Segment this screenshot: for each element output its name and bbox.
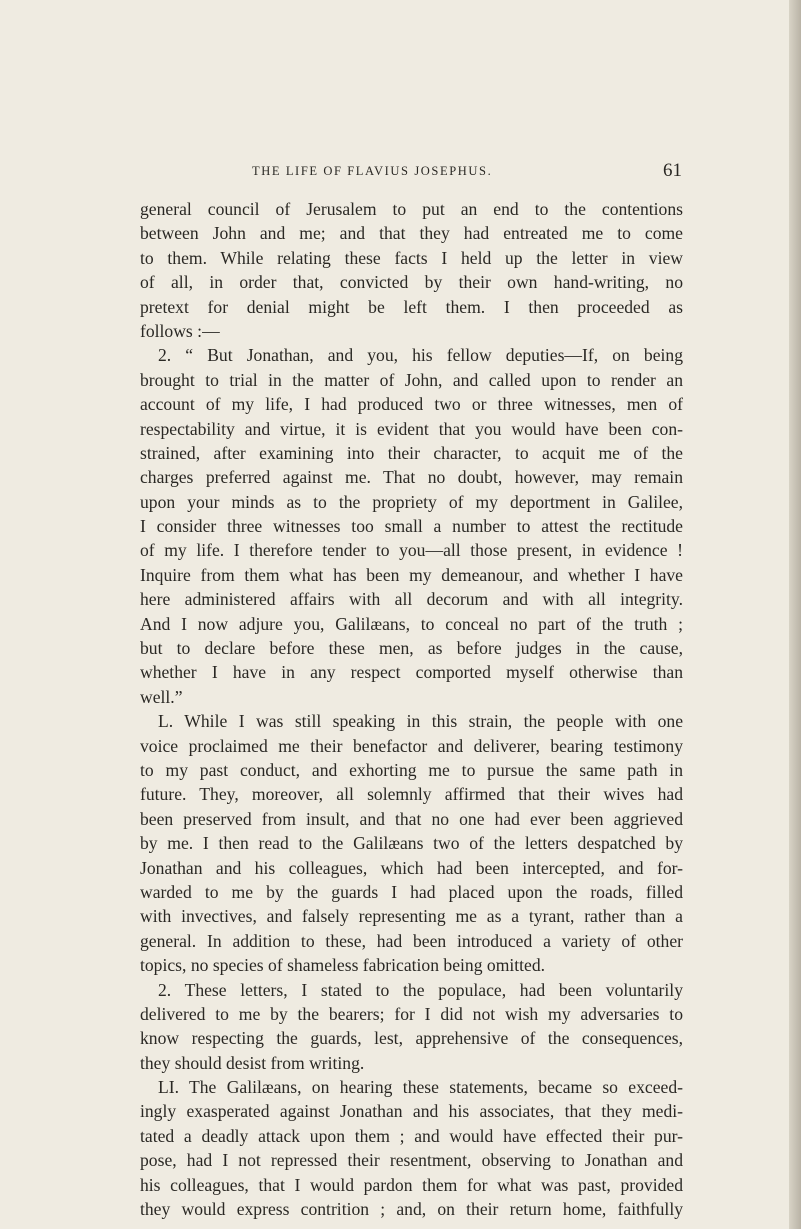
text-line: And I now adjure you, Galilæans, to conceal no part of the truth ; [140,613,683,634]
text-line: strained, after examining into their character, to acquit me of the [140,442,683,463]
text-line: of all, in order that, convicted by their own hand-writing, no [140,272,683,293]
text-line: pose, had I not repressed their resentment, observing to Jonathan and [140,1150,683,1171]
text-line: I consider three witnesses too small a number to attest the rectitude [140,516,683,537]
running-head: THE LIFE OF FLAVIUS JOSEPHUS. [252,164,493,178]
text-line: delivered to me by the bearers; for I did not wish my adversaries to [140,1003,683,1024]
text-line: brought to trial in the matter of John, and called upon to render an [140,369,683,390]
text-line: 2. “ But Jonathan, and you, his fellow deputies—If, on being [158,345,683,366]
page-number: 61 [663,160,682,181]
text-line: his colleagues, that I would pardon them for what was past, provided [140,1174,683,1195]
page-header [252,160,682,184]
text-line: L. While I was still speaking in this strain, the people with one [158,711,683,732]
text-line: warded to me by the guards I had placed upon the roads, filled [140,881,683,902]
text-line: between John and me; and that they had entreated me to come [140,223,683,244]
text-line: with invectives, and falsely representing me as a tyrant, rather than a [140,906,683,927]
text-line: to my past conduct, and exhorting me to pursue the same path in [140,759,683,780]
text-line: topics, no species of shameless fabrication being omitted. [140,955,546,976]
text-line: Jonathan and his colleagues, which had been intercepted, and for- [140,857,683,878]
text-line: of my life. I therefore tender to you—all those present, in evidence ! [140,540,683,561]
text-line: been preserved from insult, and that no one had ever been aggrieved [140,808,683,829]
text-line: they should desist from writing. [140,1052,365,1073]
body-text [140,197,683,1220]
text-line: they would express contrition ; and, on their return home, faithfully [140,1199,683,1220]
text-line: charges preferred against me. That no doubt, however, may remain [140,467,683,488]
text-line: know respecting the guards, lest, apprehensive of the consequences, [140,1028,683,1049]
text-line: here administered affairs with all decorum and with all integrity. [140,589,683,610]
text-line: 2. These letters, I stated to the populace, had been voluntarily [158,979,683,1000]
text-line: by me. I then read to the Galilæans two of the letters despatched by [140,833,683,854]
text-line: respectability and virtue, it is evident that you would have been con- [140,418,683,439]
text-line: well.” [140,686,183,707]
text-line: voice proclaimed me their benefactor and deliverer, bearing testimony [140,735,683,756]
text-line: account of my life, I had produced two or three witnesses, men of [140,394,683,415]
text-line: Inquire from them what has been my demeanour, and whether I have [140,564,683,585]
text-line: future. They, moreover, all solemnly affirmed that their wives had [140,784,683,805]
text-line: whether I have in any respect comported myself otherwise than [140,662,683,683]
text-line: pretext for denial might be left them. I then proceeded as [140,296,683,317]
page-edge [789,0,801,1229]
text-line: tated a deadly attack upon them ; and would have effected their pur- [140,1125,683,1146]
text-line: LI. The Galilæans, on hearing these statements, became so exceed- [158,1077,683,1098]
text-line: general council of Jerusalem to put an end to the contentions [140,199,683,219]
text-line: general. In addition to these, had been introduced a variety of other [140,930,683,951]
text-line: follows :— [140,320,220,341]
text-line: upon your minds as to the propriety of my deportment in Galilee, [140,491,683,512]
text-line: to them. While relating these facts I held up the letter in view [140,247,683,268]
text-line: but to declare before these men, as before judges in the cause, [140,638,683,659]
text-line: ingly exasperated against Jonathan and his associates, that they medi- [140,1101,683,1122]
